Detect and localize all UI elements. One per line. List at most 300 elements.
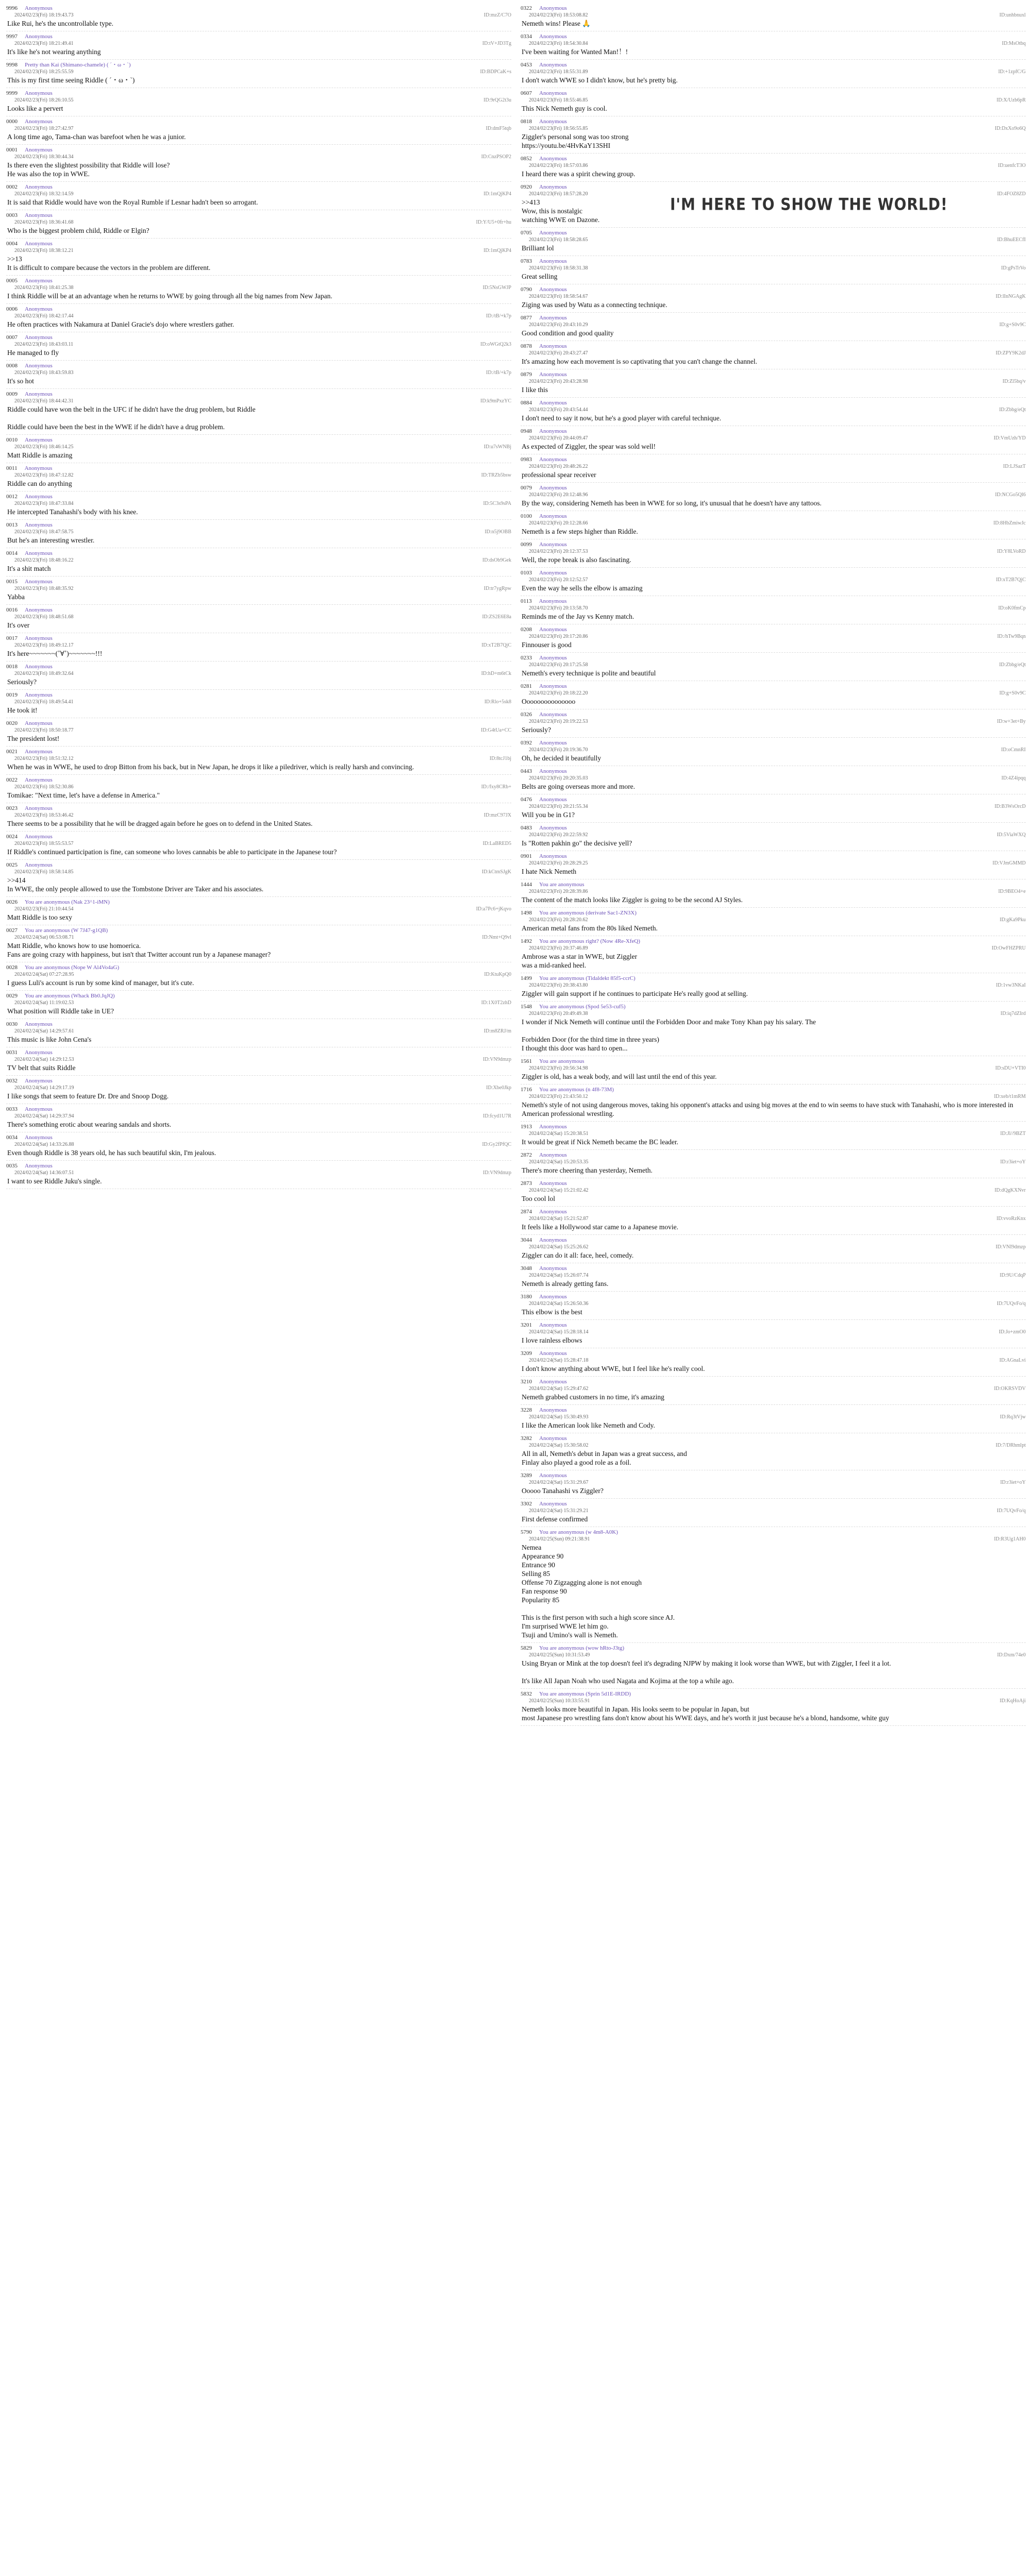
post-header — [6, 833, 511, 840]
post-number[interactable]: 0018 — [6, 664, 18, 670]
post-date: 2024/02/23(Fri) 18:30:44.34 — [14, 154, 74, 160]
thread-post — [521, 1499, 1026, 1527]
poster-id[interactable]: ID:g+S0v9C — [999, 690, 1026, 696]
poster-name: Anonymous — [539, 33, 567, 40]
post-number[interactable]: 0326 — [521, 711, 532, 718]
post-number[interactable]: 9997 — [6, 33, 18, 40]
post-date: 2024/02/23(Fri) 18:53:46.42 — [14, 812, 74, 818]
post-number[interactable]: 0011 — [6, 465, 18, 471]
post-number[interactable]: 0392 — [521, 740, 532, 746]
post-number[interactable]: 0443 — [521, 768, 532, 774]
poster-name: Anonymous — [539, 258, 567, 264]
post-number[interactable]: 0100 — [521, 513, 532, 519]
post-meta — [521, 406, 1026, 413]
post-number[interactable]: 0920 — [521, 184, 532, 190]
poster-name: Anonymous — [25, 692, 53, 698]
poster-name: Anonymous — [539, 1407, 567, 1413]
post-meta — [6, 1056, 511, 1063]
poster-id[interactable]: ID:1mQjKP4 — [483, 191, 511, 197]
post-body: He intercepted Tanahashi's body with his knee. — [7, 508, 138, 516]
poster-id[interactable]: ID:NCGo5Ql6 — [995, 492, 1026, 498]
post-body: Nemeth is a few steps higher than Riddle. — [522, 528, 638, 535]
thread-post — [521, 313, 1026, 341]
post-number[interactable]: 5790 — [521, 1529, 532, 1535]
post-number[interactable]: 3209 — [521, 1350, 532, 1357]
poster-id[interactable]: ID:Jo+zmO0 — [998, 1329, 1026, 1335]
post-date: 2024/02/23(Fri) 20:28:39.86 — [529, 889, 588, 894]
post-number[interactable]: 0006 — [6, 306, 18, 312]
post-number[interactable]: 1913 — [521, 1124, 532, 1130]
post-number[interactable]: 0029 — [6, 993, 18, 999]
post-number[interactable]: 0878 — [521, 343, 532, 349]
post-number[interactable]: 0322 — [521, 5, 532, 11]
poster-id[interactable]: ID:Zbbg/eQt — [999, 407, 1026, 413]
post-body: The content of the match looks like Ziggler is going to be the second AJ Styles. — [522, 896, 743, 904]
post-date: 2024/02/23(Fri) 20:43:54.44 — [529, 407, 588, 413]
poster-id[interactable]: ID:dmF5tqb — [486, 126, 511, 131]
poster-id[interactable]: ID:m8ZRJ/m — [483, 1028, 511, 1034]
poster-name: You are anonymous (n 4f8-73M) — [539, 1087, 614, 1093]
poster-name: Anonymous — [539, 1501, 567, 1507]
poster-id[interactable]: ID:gKa9Pku — [999, 917, 1026, 923]
post-number[interactable]: 1498 — [521, 910, 532, 916]
poster-id[interactable]: ID:Dxm/74e0 — [997, 1652, 1026, 1658]
poster-id[interactable]: ID:BDPCaK+s — [480, 69, 511, 75]
post-header — [521, 626, 1026, 633]
post-number[interactable]: 1716 — [521, 1087, 532, 1093]
post-number[interactable]: 9999 — [6, 90, 18, 96]
poster-id[interactable]: ID:X/Uzb6pR — [996, 97, 1026, 103]
poster-id[interactable]: ID:lInNGAgK — [995, 294, 1026, 299]
thread-post — [521, 1122, 1026, 1150]
post-number[interactable]: 3228 — [521, 1407, 532, 1413]
post-date: 2024/02/23(Fri) 18:52:30.86 — [14, 784, 74, 790]
post-date: 2024/02/24(Sat) 11:19:02.53 — [14, 1000, 74, 1006]
post-body: It's amazing how each movement is so captivating that you can't change the channel. — [522, 358, 757, 365]
poster-name: Anonymous — [25, 391, 53, 397]
poster-id[interactable]: ID:Y8LVoRD — [997, 549, 1026, 554]
poster-id[interactable]: ID:5C3s9sPA — [483, 501, 511, 506]
poster-name: Anonymous — [25, 635, 53, 641]
poster-id[interactable]: ID:dQgKXNvr — [994, 1188, 1026, 1193]
post-date: 2024/02/24(Sat) 15:26:50.36 — [529, 1301, 589, 1307]
poster-id[interactable]: ID:g+S0v9C — [999, 322, 1026, 328]
post-number[interactable]: 3302 — [521, 1501, 532, 1507]
post-header — [6, 663, 511, 670]
post-number[interactable]: 0016 — [6, 607, 18, 613]
post-date: 2024/02/24(Sat) 15:20:53.35 — [529, 1159, 589, 1165]
poster-id[interactable]: ID:MsOtbq — [1001, 41, 1026, 46]
post-number[interactable]: 3180 — [521, 1294, 532, 1300]
post-body: I've been waiting for Wanted Man!！! — [522, 48, 628, 56]
post-number[interactable]: 0013 — [6, 522, 18, 528]
poster-id[interactable]: ID:KqHoAji — [999, 1698, 1026, 1704]
poster-id[interactable]: ID:tV+JD3Tg — [482, 41, 511, 46]
post-date: 2024/02/24(Sat) 14:29:12.53 — [14, 1057, 74, 1062]
post-number[interactable]: 0009 — [6, 391, 18, 397]
poster-id[interactable]: ID:ZS2E6E8a — [482, 614, 511, 620]
post-date: 2024/02/24(Sat) 15:25:26.62 — [529, 1244, 589, 1250]
post-number[interactable]: 5829 — [521, 1645, 532, 1651]
thread-post — [521, 879, 1026, 908]
poster-id[interactable]: ID:5NsGWJP — [482, 285, 511, 291]
post-number[interactable]: 1444 — [521, 882, 532, 888]
poster-id[interactable]: ID:VN9dmzp — [483, 1057, 511, 1062]
poster-id[interactable]: ID:8tcJ1bj — [489, 756, 511, 761]
post-number[interactable]: 0103 — [521, 570, 532, 576]
post-date: 2024/02/24(Sat) 15:31:29.21 — [529, 1508, 589, 1514]
poster-id[interactable]: ID:5ViaWXQ — [996, 832, 1026, 838]
poster-id[interactable]: ID:hD+m6tCk — [481, 671, 511, 676]
poster-id[interactable]: ID:B3WsOrcD — [994, 804, 1026, 809]
poster-id[interactable]: ID:1vw3NKaI — [996, 982, 1026, 988]
post-number[interactable]: 0705 — [521, 230, 532, 236]
poster-id[interactable]: ID:1X0T2zhD — [481, 1000, 511, 1006]
poster-id[interactable]: ID:CnzPSOP2 — [481, 154, 511, 160]
poster-id[interactable]: ID:1mQjKP4 — [483, 248, 511, 253]
poster-id[interactable]: ID:Zbbg/eQt — [999, 662, 1026, 668]
post-body: Ziggler can do it all: face, heel, comedy. — [522, 1251, 634, 1259]
post-number[interactable]: 0453 — [521, 62, 532, 68]
post-number[interactable]: 0983 — [521, 456, 532, 463]
post-number[interactable]: 3282 — [521, 1435, 532, 1442]
poster-id[interactable]: ID:unhbnuxl — [999, 12, 1026, 18]
post-meta — [6, 585, 511, 592]
post-meta — [6, 934, 511, 941]
post-number[interactable]: 0030 — [6, 1021, 18, 1027]
poster-id[interactable]: ID:Xbe0Jkp — [486, 1085, 511, 1091]
poster-id[interactable]: ID:OwFHZPRU — [991, 945, 1026, 951]
post-header — [6, 436, 511, 444]
post-number[interactable]: 0027 — [6, 927, 18, 934]
post-date: 2024/02/23(Fri) 18:49:32.64 — [14, 671, 74, 676]
poster-id[interactable]: ID:xT2B7QjC — [481, 642, 511, 648]
thread-post — [6, 925, 511, 962]
post-meta — [521, 605, 1026, 612]
post-number[interactable]: 0014 — [6, 550, 18, 556]
post-meta — [521, 492, 1026, 498]
post-header — [521, 654, 1026, 662]
poster-name: Anonymous — [25, 184, 53, 190]
poster-id[interactable]: ID:xeb/t1mRM — [994, 1094, 1026, 1099]
poster-id[interactable]: ID:9rQG2t3u — [483, 97, 511, 103]
post-number[interactable]: 0000 — [6, 118, 18, 125]
poster-id[interactable]: ID:oCmnRI — [1001, 747, 1026, 753]
poster-id[interactable]: ID:TRZb5bsw — [481, 472, 511, 478]
post-number[interactable]: 3044 — [521, 1237, 532, 1243]
poster-id[interactable]: ID:VNI9dmzp — [995, 1244, 1026, 1250]
post-number[interactable]: 0023 — [6, 805, 18, 811]
poster-id[interactable]: ID:tr7ygRpw — [483, 586, 511, 591]
post-number[interactable]: 0026 — [6, 899, 18, 905]
poster-id[interactable]: ID:Nmt+Q9vl — [482, 935, 511, 940]
post-header — [521, 1645, 1026, 1652]
post-number[interactable]: 0233 — [521, 655, 532, 661]
post-body: Great selling — [522, 273, 558, 280]
post-number[interactable]: 0334 — [521, 33, 532, 40]
poster-id[interactable]: ID:a7Pc6+jKqvo — [476, 906, 511, 912]
thread-post — [6, 1104, 511, 1132]
poster-id[interactable]: ID:AGnaLvi — [999, 1358, 1026, 1363]
poster-id[interactable]: ID:Zl5bq/v — [1003, 379, 1026, 384]
poster-id[interactable]: ID:BhuEECfI — [997, 237, 1026, 243]
poster-id[interactable]: ID:ZPY9K2dJ — [995, 350, 1026, 356]
poster-id[interactable]: ID:Jl//9BZT — [1000, 1131, 1026, 1137]
post-meta — [521, 1130, 1026, 1137]
poster-name: Anonymous — [539, 853, 567, 859]
post-meta — [521, 1187, 1026, 1194]
poster-id[interactable]: ID:/tB/+k7p — [486, 313, 511, 319]
post-date: 2024/02/23(Fri) 20:20:35.03 — [529, 775, 588, 781]
post-meta — [521, 162, 1026, 169]
post-header — [6, 33, 511, 40]
poster-id[interactable]: ID:k9mPxzYC — [480, 398, 511, 404]
poster-id[interactable]: ID:KtuKpQ0 — [484, 972, 511, 977]
thread-post — [521, 1178, 1026, 1207]
post-number[interactable]: 0607 — [521, 90, 532, 96]
post-number[interactable]: 0884 — [521, 400, 532, 406]
post-date: 2024/02/23(Fri) 18:55:46.85 — [529, 97, 588, 103]
poster-id[interactable]: ID:9BEO4+e — [998, 889, 1026, 894]
post-number[interactable]: 9998 — [6, 62, 18, 68]
poster-id[interactable]: ID:G4tUa+CC — [481, 727, 511, 733]
post-number[interactable]: 0021 — [6, 749, 18, 755]
poster-id[interactable]: ID:LaBRED5 — [482, 841, 511, 846]
post-meta — [521, 293, 1026, 300]
post-number[interactable]: 0948 — [521, 428, 532, 434]
poster-id[interactable]: ID:kCtmSJgK — [481, 869, 511, 875]
post-date: 2024/02/23(Fri) 20:22:59.92 — [529, 832, 588, 838]
poster-id[interactable]: ID:4Z4ipqq — [1001, 775, 1026, 781]
post-number[interactable]: 3210 — [521, 1379, 532, 1385]
poster-id[interactable]: ID:Gy2fPfQC — [482, 1142, 511, 1147]
poster-id[interactable]: ID:n5j9OBB — [485, 529, 511, 535]
post-number[interactable]: 5832 — [521, 1691, 532, 1697]
poster-id[interactable]: ID:fcyd1U7R — [483, 1113, 511, 1119]
thread-post — [6, 897, 511, 925]
poster-id[interactable]: ID:u7sWNBj — [483, 444, 511, 450]
post-header — [521, 229, 1026, 236]
post-number[interactable]: 0208 — [521, 626, 532, 633]
post-number[interactable]: 0113 — [521, 598, 532, 604]
poster-id[interactable]: ID:/tB/+k7p — [486, 370, 511, 376]
post-number[interactable]: 1548 — [521, 1004, 532, 1010]
post-number[interactable]: 0022 — [6, 777, 18, 783]
poster-id[interactable]: ID:sDU+VTI0 — [995, 1065, 1026, 1071]
post-number[interactable]: 0476 — [521, 796, 532, 803]
poster-id[interactable]: ID:DxXo9o6Q — [995, 126, 1026, 131]
post-number[interactable]: 0818 — [521, 118, 532, 125]
poster-id[interactable]: ID:oWGtQ2k3 — [480, 342, 511, 347]
poster-id[interactable]: ID:vvoRzKnx — [996, 1216, 1026, 1222]
poster-id[interactable]: ID:OKRSVDV — [994, 1386, 1026, 1392]
post-number[interactable]: 0008 — [6, 363, 18, 369]
post-number[interactable]: 0012 — [6, 494, 18, 500]
post-number[interactable]: 0028 — [6, 964, 18, 971]
post-number[interactable]: 2873 — [521, 1180, 532, 1187]
poster-id[interactable]: ID:7UQvFo/q — [996, 1301, 1026, 1307]
post-date: 2024/02/23(Fri) 18:57:03.86 — [529, 163, 588, 168]
post-number[interactable]: 3289 — [521, 1472, 532, 1479]
thread-post — [6, 361, 511, 389]
post-number[interactable]: 0020 — [6, 720, 18, 726]
poster-id[interactable]: ID:VN9dmzp — [483, 1170, 511, 1176]
poster-id[interactable]: ID:mzC97JX — [483, 812, 511, 818]
post-date: 2024/02/23(Fri) 20:28:20.62 — [529, 917, 588, 923]
poster-id[interactable]: ID:mzZ/C7O — [483, 12, 511, 18]
post-body: Nemea Appearance 90 Entrance 90 Selling 85 Offense 70 Zigzagging alone is not enough Fan response 90 Popularity 85 This is the first person with such a high score since AJ. I'm surprised WWE let him go. Tsuji and Umino's wall is Nemeth. — [522, 1544, 675, 1639]
post-body: But he's an interesting wrestler. — [7, 536, 95, 544]
post-header — [6, 183, 511, 191]
post-number[interactable]: 2872 — [521, 1152, 532, 1158]
post-number[interactable]: 0005 — [6, 278, 18, 284]
poster-id[interactable]: ID:LJSazT — [1003, 464, 1026, 469]
post-header — [6, 1021, 511, 1028]
poster-id[interactable]: ID:/fxy8CRb+ — [481, 784, 511, 790]
post-number[interactable]: 0877 — [521, 315, 532, 321]
poster-id[interactable]: ID:4FOZ8ZD — [997, 191, 1026, 197]
post-body: I like the American look like Nemeth and Cody. — [522, 1421, 655, 1429]
post-meta — [521, 12, 1026, 19]
poster-name: Anonymous — [25, 1106, 53, 1112]
post-number[interactable]: 0002 — [6, 184, 18, 190]
post-date: 2024/02/23(Fri) 18:41:25.38 — [14, 285, 74, 291]
post-meta — [6, 699, 511, 705]
post-number[interactable]: 0901 — [521, 853, 532, 859]
thread-post — [6, 239, 511, 276]
post-number[interactable]: 0281 — [521, 683, 532, 689]
poster-id[interactable]: ID:Rlo+5sk8 — [484, 699, 511, 705]
post-number[interactable]: 1492 — [521, 938, 532, 944]
poster-id[interactable]: ID:xT2B7QjC — [996, 577, 1026, 583]
poster-id[interactable]: ID:9U/CdqP — [999, 1273, 1026, 1278]
post-number[interactable]: 1499 — [521, 975, 532, 981]
post-number[interactable]: 0017 — [6, 635, 18, 641]
poster-id[interactable]: ID:7/DRhmlpt — [995, 1443, 1026, 1448]
post-meta — [6, 247, 511, 254]
post-number[interactable]: 0032 — [6, 1078, 18, 1084]
post-body: I guess Luli's account is run by some kind of manager, but it's cute. — [7, 979, 194, 987]
poster-name: You are anonymous (w 4m8-A0K) — [539, 1529, 618, 1535]
post-number[interactable]: 3048 — [521, 1265, 532, 1272]
poster-id[interactable]: ID:r3iet+oY — [1000, 1480, 1026, 1485]
post-body: >>414 In WWE, the only people allowed to use the Tombstone Driver are Taker and his associates. — [7, 876, 264, 893]
post-meta — [521, 97, 1026, 104]
poster-name: Anonymous — [539, 570, 567, 576]
post-date: 2024/02/24(Sat) 14:33:26.88 — [14, 1142, 74, 1147]
post-meta — [521, 662, 1026, 668]
post-meta — [521, 378, 1026, 385]
post-body: I wonder if Nick Nemeth will continue until the Forbidden Door and make Tony Khan pay his salary. The Forbidden Door (for the third time in three years) I thought this door was hard to open... — [522, 1018, 816, 1052]
post-meta — [521, 775, 1026, 782]
poster-id[interactable]: ID:8HbZmiwJc — [993, 520, 1026, 526]
poster-id[interactable]: ID:dsOb9Gek — [482, 557, 511, 563]
poster-id[interactable]: ID:+1zpfC/G — [998, 69, 1026, 75]
post-number[interactable]: 0483 — [521, 825, 532, 831]
post-number[interactable]: 2874 — [521, 1209, 532, 1215]
thread-post — [521, 426, 1026, 454]
poster-id[interactable]: ID:VmUzh/YD — [993, 435, 1026, 441]
thread-post — [6, 747, 511, 775]
poster-name: Anonymous — [539, 655, 567, 661]
thread-post — [521, 1263, 1026, 1292]
post-body: Matt Riddle is too sexy — [7, 913, 72, 921]
poster-id[interactable]: ID:uenfcT3O — [998, 163, 1026, 168]
poster-id[interactable]: ID:/hTw9Bqn — [997, 634, 1026, 639]
poster-id[interactable]: ID:7UQvFo/q — [996, 1508, 1026, 1514]
post-body: Will you be in G1? — [522, 811, 575, 819]
post-meta — [521, 125, 1026, 132]
poster-name: Anonymous — [539, 184, 567, 190]
poster-name: Anonymous — [25, 90, 53, 96]
post-number[interactable]: 0034 — [6, 1134, 18, 1141]
post-meta — [6, 313, 511, 319]
poster-id[interactable]: ID:R3Ug1AH0 — [994, 1536, 1026, 1542]
post-date: 2024/02/23(Fri) 18:43:59.83 — [14, 370, 74, 376]
post-number[interactable]: 3201 — [521, 1322, 532, 1328]
post-number[interactable]: 0025 — [6, 862, 18, 868]
poster-name: Anonymous — [25, 1078, 53, 1084]
image-caption-text: I'M HERE TO SHOW THE WORLD! — [670, 194, 948, 214]
thread-post — [521, 709, 1026, 738]
post-number[interactable]: 0024 — [6, 834, 18, 840]
post-number[interactable]: 0001 — [6, 147, 18, 153]
poster-id[interactable]: ID:VJmGMMD — [992, 860, 1026, 866]
post-number[interactable]: 1561 — [521, 1058, 532, 1064]
post-number[interactable]: 0079 — [521, 485, 532, 491]
poster-id[interactable]: ID:oK0fmCp — [998, 605, 1026, 611]
post-body: Looks like a pervert — [7, 105, 63, 112]
post-header — [6, 5, 511, 12]
post-number[interactable]: 0031 — [6, 1049, 18, 1056]
post-meta — [6, 444, 511, 450]
post-header — [521, 1265, 1026, 1272]
post-meta — [521, 265, 1026, 272]
post-number[interactable]: 0099 — [521, 541, 532, 548]
thread-post — [521, 1292, 1026, 1320]
post-number[interactable]: 9996 — [6, 5, 18, 11]
post-header — [521, 1350, 1026, 1357]
post-number[interactable]: 0004 — [6, 241, 18, 247]
post-body: When he was in WWE, he used to drop Bitton from his back, but in New Japan, he drops it like a piledriver, which is really harsh and convincing. — [7, 763, 414, 771]
thread-post — [521, 256, 1026, 284]
post-body: Too cool lol — [522, 1195, 556, 1202]
post-number[interactable]: 0019 — [6, 692, 18, 698]
post-number[interactable]: 0035 — [6, 1163, 18, 1169]
post-number[interactable]: 0790 — [521, 286, 532, 293]
post-body: Is there even the slightest possibility that Riddle will lose? He was also the top in WWE. — [7, 161, 170, 178]
post-body: I love rainless elbows — [522, 1336, 582, 1344]
poster-id[interactable]: ID:Y/U5+0fr+hu — [476, 219, 511, 225]
thread-post — [521, 1348, 1026, 1377]
post-body: Riddle can do anything — [7, 480, 72, 487]
post-number[interactable]: 0003 — [6, 212, 18, 218]
post-number[interactable]: 0015 — [6, 579, 18, 585]
poster-id[interactable]: ID:w+3et+By — [997, 719, 1026, 724]
post-number[interactable]: 0783 — [521, 258, 532, 264]
poster-id[interactable]: ID:Rq3tVjw — [1000, 1414, 1026, 1420]
poster-id[interactable]: ID:iq7dZIrd — [1000, 1011, 1026, 1016]
post-number[interactable]: 0879 — [521, 371, 532, 378]
post-number[interactable]: 0007 — [6, 334, 18, 341]
poster-id[interactable]: ID:r3iet+oY — [1000, 1159, 1026, 1165]
post-number[interactable]: 0852 — [521, 156, 532, 162]
poster-name: Anonymous — [25, 278, 53, 284]
post-number[interactable]: 0010 — [6, 437, 18, 443]
poster-id[interactable]: ID:gPsTrVo — [1001, 265, 1026, 271]
post-date: 2024/02/23(Fri) 20:48:26.22 — [529, 464, 588, 469]
post-number[interactable]: 0033 — [6, 1106, 18, 1112]
